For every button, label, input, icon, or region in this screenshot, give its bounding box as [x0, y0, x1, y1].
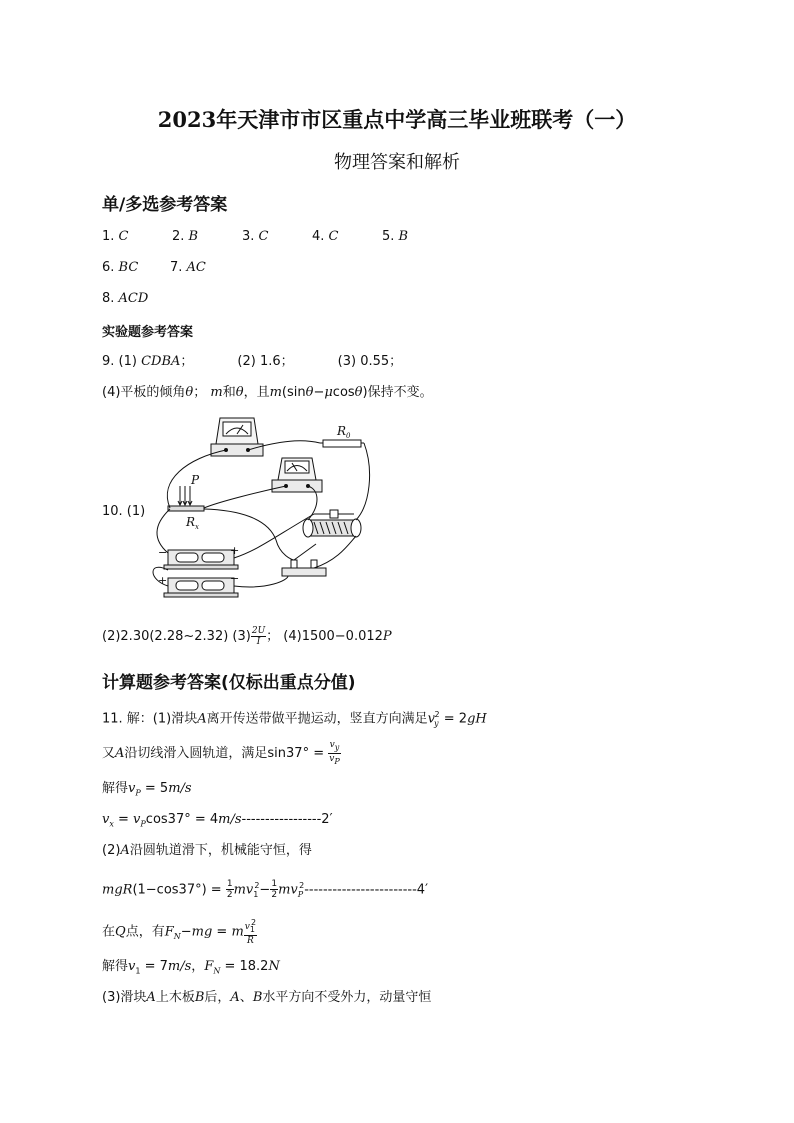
mc-row-1 — [102, 228, 408, 246]
calc-line-3: 解得$v_P = 5m/s$ — [102, 781, 192, 798]
q9-t3: 和 — [222, 385, 236, 400]
calc-line-7: 在Q点，有$F_N-mg = m$ $\frac{v_1^2}{R}$ — [102, 918, 257, 946]
mc-row-2 — [102, 259, 206, 277]
q9-part1-label: 9. (1) — [102, 354, 142, 369]
q9-t2: ； — [193, 385, 211, 400]
calc-line-2: 又A沿切线滑入圆轨道，满足sin37° = $\frac{v_y}{v_P}$ — [102, 740, 340, 766]
q10-t1: (2)2.30(2.28~2.32) (3) — [102, 629, 251, 644]
label-r0: $R_0$ — [337, 424, 351, 440]
mc-row-3 — [102, 290, 148, 308]
page-title: 2023年天津市市区重点中学高三毕业班联考（一） — [157, 107, 637, 132]
q9-sep: ； — [180, 354, 194, 369]
q9-part3: (3) 0.55； — [337, 354, 403, 369]
label-rx: $R_x$ — [186, 515, 199, 531]
q9-part1-value: CDBA — [141, 354, 181, 369]
q10-fraction: $\frac{2U}{I}$ — [251, 626, 266, 647]
q9-t7: cos — [332, 385, 355, 400]
calc-line-1: 11. 解：(1)滑块A离开传送带做平抛运动，竖直方向满足$v_y^2 = 2gH$ — [102, 710, 487, 728]
switch-icon — [282, 544, 326, 576]
q9-t4: ，且 — [243, 385, 270, 400]
q10-t2: ； (4)1500−0.012 — [266, 629, 383, 644]
q9-mu: μ — [324, 385, 333, 400]
mc-item-3: 3. C — [242, 229, 269, 244]
resistor-r0-icon — [320, 440, 364, 447]
calc-l2-fraction: $\frac{v_y}{v_P}$ — [329, 740, 340, 766]
mc-heading: 单/多选参考答案 — [102, 195, 228, 215]
calc-line-9: (3)滑块A上木板B后，A、B水平方向不受外力，动量守恒 — [102, 990, 432, 1005]
q9-m: m — [210, 385, 223, 400]
mc-item-8: 8. ACD — [102, 291, 149, 306]
calc-heading: 计算题参考答案(仅标出重点分值) — [102, 673, 356, 693]
battery-1-minus: − — [158, 546, 168, 559]
q9-theta: θ — [185, 385, 194, 400]
q9-line-1 — [102, 353, 402, 371]
battery-1-icon — [164, 550, 238, 569]
calc-line-6: mgR(1−cos37°) = $\frac{1}{2}$ $mv_1^2-$ $\frac{1}{2}$ $mv_P^2------------------------4'$ — [102, 879, 429, 901]
mc-item-1: 1. C — [102, 229, 129, 244]
mc-item-2: 2. B — [172, 229, 199, 244]
q9-t6: − — [313, 385, 325, 400]
q9-t8: )保持不变。 — [362, 385, 433, 400]
circuit-diagram — [148, 410, 380, 605]
resistor-rx-icon — [168, 486, 204, 511]
battery-1-plus: + — [230, 544, 240, 557]
exp-heading: 实验题参考答案 — [102, 325, 194, 340]
q9-theta4: θ — [354, 385, 363, 400]
mc-item-6: 6. BC — [102, 260, 139, 275]
battery-2-icon — [164, 578, 238, 597]
q9-line-2 — [102, 384, 433, 402]
rheostat-icon — [303, 510, 361, 537]
mc-item-5: 5. B — [382, 229, 409, 244]
calc-line-5: (2)A沿圆轨道滑下，机械能守恒，得 — [102, 843, 312, 858]
q9-theta3: θ — [305, 385, 314, 400]
battery-2-minus: − — [230, 572, 240, 585]
q9-t1: (4)平板的倾角 — [102, 385, 186, 400]
mc-item-7: 7. AC — [170, 260, 206, 275]
q9-t5: (sin — [281, 385, 306, 400]
calc-line-8: 解得$v_1 = 7m/s$，$F_N = 18.2N$ — [102, 959, 280, 976]
page-subtitle: 物理答案和解析 — [334, 152, 460, 173]
q10-label: 10. (1) — [102, 504, 146, 519]
q10-p: P — [382, 629, 392, 644]
battery-2-plus: + — [158, 574, 168, 587]
q9-part2: (2) 1.6； — [237, 354, 294, 369]
q10-line-2 — [102, 626, 392, 647]
q9-m2: m — [269, 385, 282, 400]
circuit-svg — [148, 410, 380, 605]
label-p: P — [191, 473, 200, 487]
ammeter-icon — [211, 418, 263, 456]
q9-theta2: θ — [235, 385, 244, 400]
calc-line-4: $v_x = v_P\cos 37^\circ = 4m/s-----------------2'$ — [102, 812, 333, 829]
mc-item-4: 4. C — [312, 229, 339, 244]
